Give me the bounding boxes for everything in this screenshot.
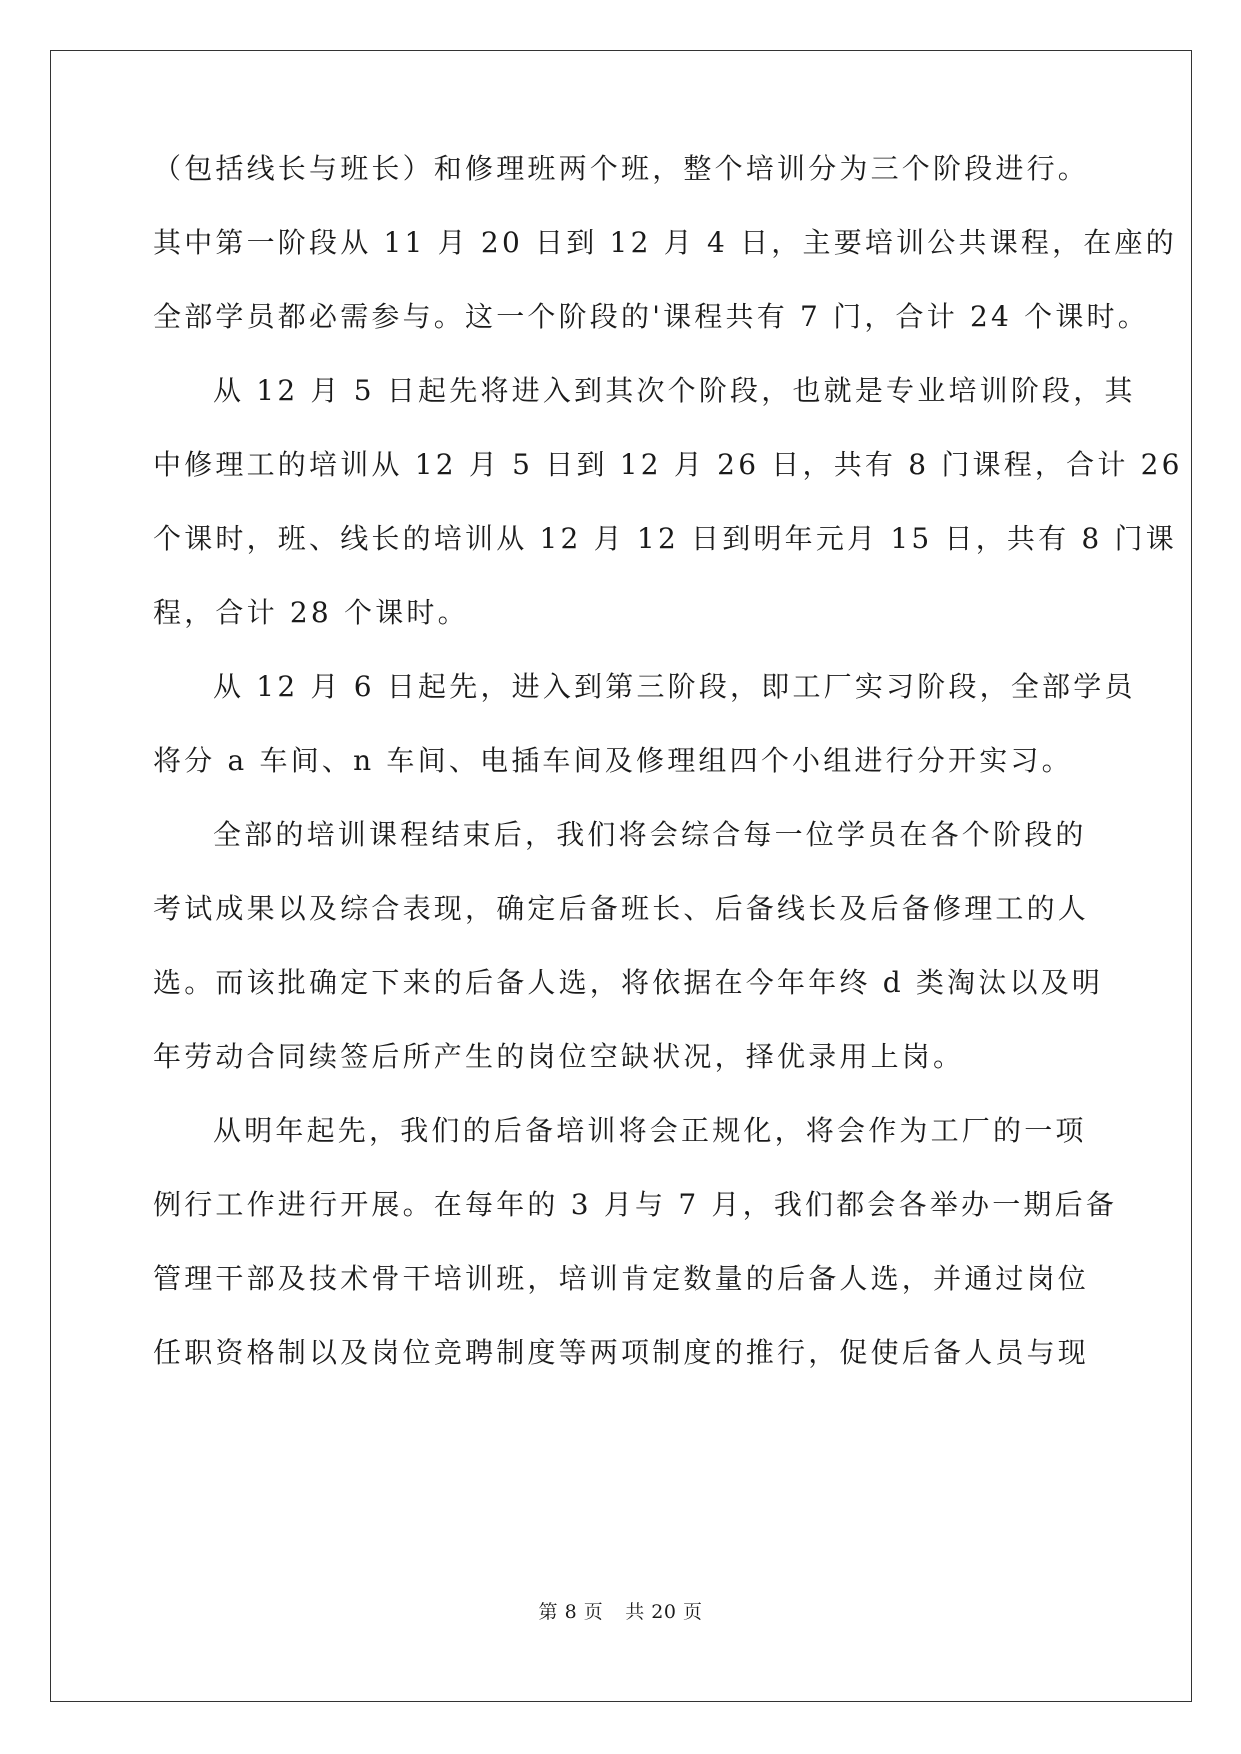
page-footer xyxy=(0,1600,1241,1624)
paragraph-line: 从 12 月 5 日起先将进入到其次个阶段，也就是专业培训阶段，其 xyxy=(213,374,1136,407)
paragraph-line: 全部的培训课程结束后，我们将会综合每一位学员在各个阶段的 xyxy=(213,818,1087,851)
paragraph-line: 从 12 月 6 日起先，进入到第三阶段，即工厂实习阶段，全部学员 xyxy=(213,670,1136,703)
paragraph-line: 考试成果以及综合表现，确定后备班长、后备线长及后备修理工的人 xyxy=(153,892,1090,925)
paragraph-line: 个课时，班、线长的培训从 12 月 12 日到明年元月 15 日，共有 8 门课 xyxy=(153,522,1177,555)
paragraph-line: 任职资格制以及岗位竞聘制度等两项制度的推行，促使后备人员与现 xyxy=(153,1336,1090,1369)
paragraph-line: 程，合计 28 个课时。 xyxy=(153,596,469,629)
page-number: 第 8 页 xyxy=(538,1601,604,1623)
paragraph-line: 从明年起先，我们的后备培训将会正规化，将会作为工厂的一项 xyxy=(213,1114,1087,1147)
total-pages: 共 20 页 xyxy=(625,1601,703,1623)
paragraph-line: 管理干部及技术骨干培训班，培训肯定数量的后备人选，并通过岗位 xyxy=(153,1262,1090,1295)
paragraph-line: 选。而该批确定下来的后备人选，将依据在今年年终 d 类淘汰以及明 xyxy=(153,966,1104,999)
paragraph-line: （包括线长与班长）和修理班两个班，整个培训分为三个阶段进行。 xyxy=(153,152,1090,185)
paragraph-line: 年劳动合同续签后所产生的岗位空缺状况，择优录用上岗。 xyxy=(153,1040,965,1073)
page-border xyxy=(50,50,1192,1702)
paragraph-line: 中修理工的培训从 12 月 5 日到 12 月 26 日，共有 8 门课程，合计 26 xyxy=(153,448,1183,481)
paragraph-line: 将分 a 车间、n 车间、电插车间及修理组四个小组进行分开实习。 xyxy=(153,744,1073,777)
paragraph-line: 全部学员都必需参与。这一个阶段的'课程共有 7 门，合计 24 个课时。 xyxy=(153,300,1149,333)
paragraph-line: 例行工作进行开展。在每年的 3 月与 7 月，我们都会各举办一期后备 xyxy=(153,1188,1118,1221)
paragraph-line: 其中第一阶段从 11 月 20 日到 12 月 4 日，主要培训公共课程，在座的 xyxy=(153,226,1177,259)
